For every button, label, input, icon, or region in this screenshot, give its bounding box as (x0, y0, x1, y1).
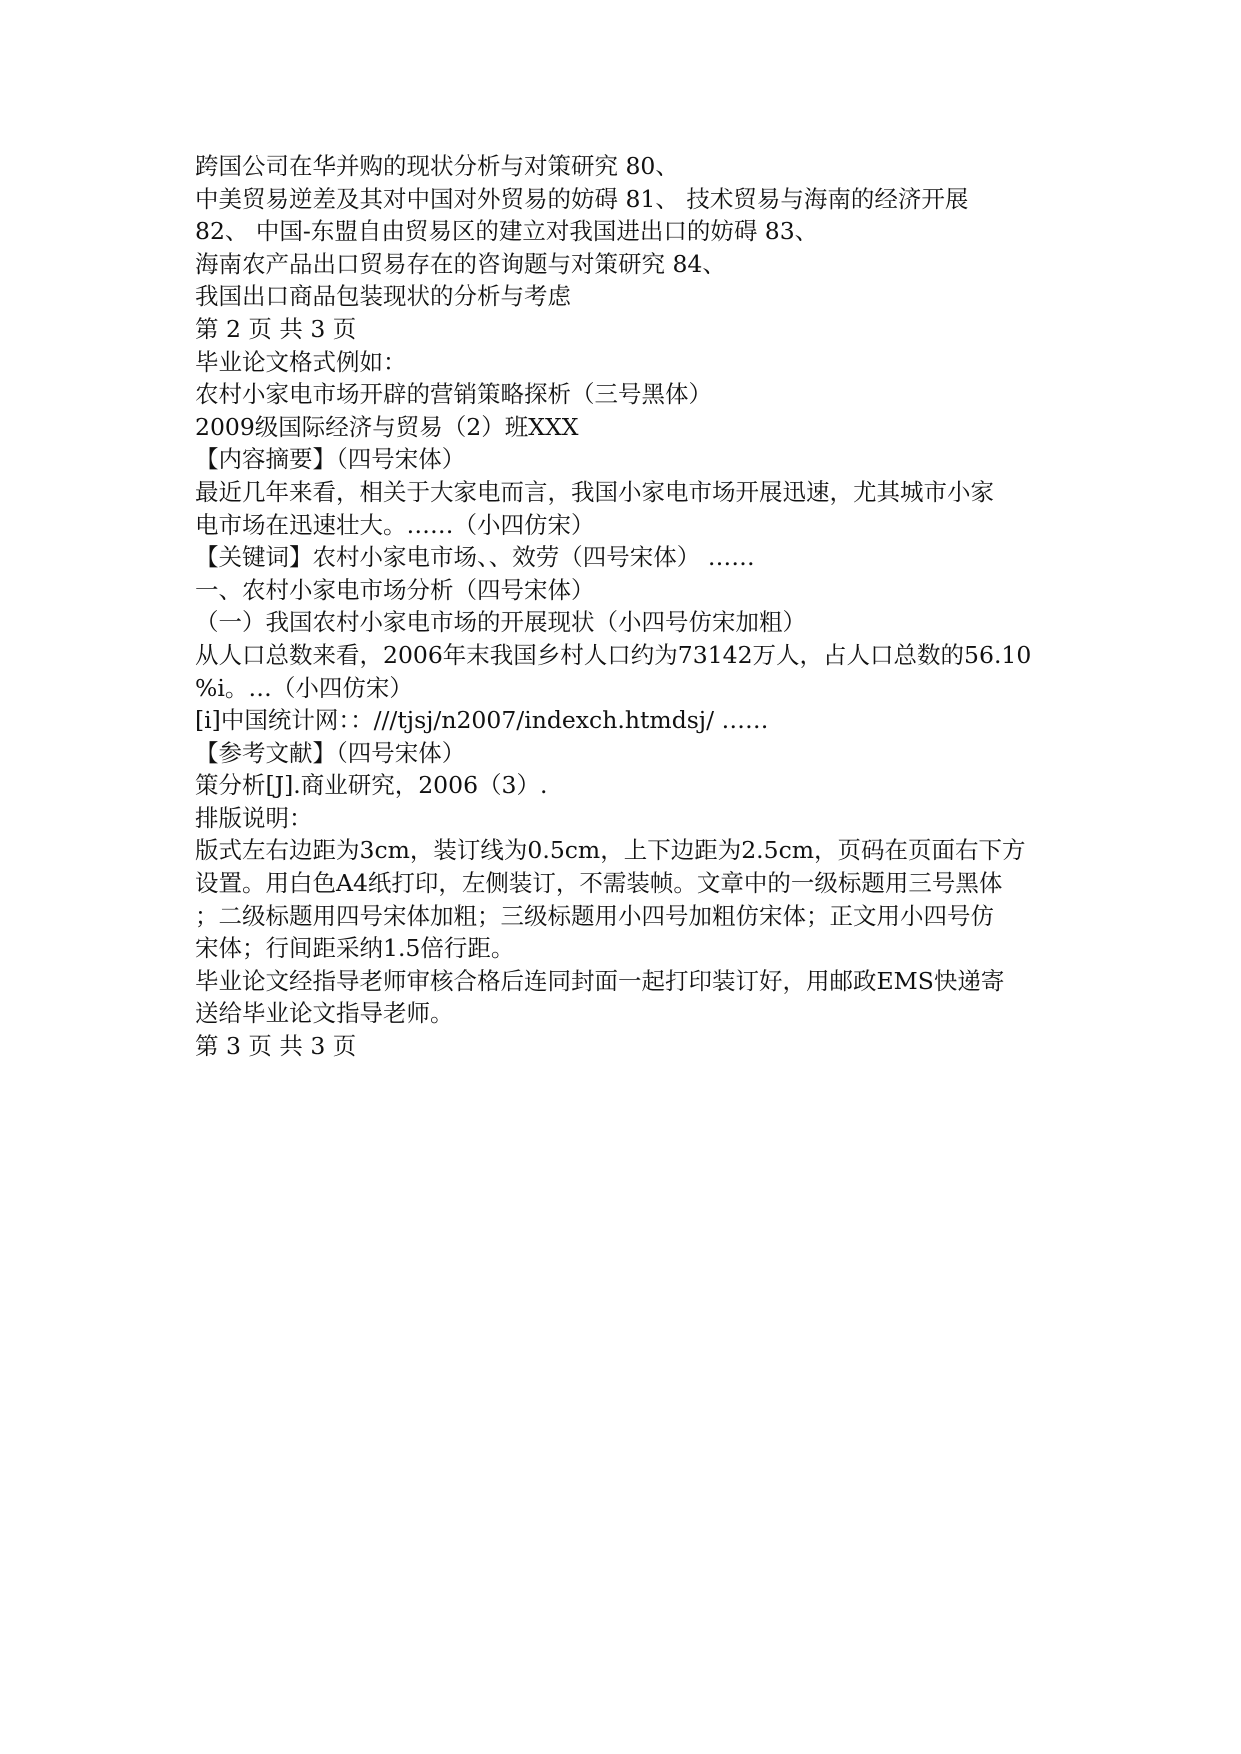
page-number: 第 3 页 共 3 页 (195, 1032, 357, 1061)
text-line: 设置。用白色A4纸打印，左侧装订，不需装帧。文章中的一级标题用三号黑体 (195, 869, 1003, 898)
text-line: 毕业论文格式例如： (195, 347, 407, 376)
example-title: 农村小家电市场开辟的营销策略探析（三号黑体） (195, 380, 712, 409)
example-author: 2009级国际经济与贸易（2）班XXX (195, 412, 579, 441)
text-line: %i。…（小四仿宋） (195, 673, 413, 702)
text-line: 海南农产品出口贸易存在的咨询题与对策研究 84、 (195, 249, 726, 278)
subsection-heading: （一）我国农村小家电市场的开展现状（小四号仿宋加粗） (195, 608, 806, 637)
text-line: 宋体；行间距采纳1.5倍行距。 (195, 934, 515, 963)
document-body (195, 150, 1055, 1063)
footnote-line: [i]中国统计网：：///tjsj/n2007/indexch.htmdsj/ …… (195, 706, 769, 735)
layout-notes-heading: 排版说明： (195, 803, 313, 832)
text-line: 毕业论文经指导老师审核合格后连同封面一起打印装订好，用邮政EMS快递寄 (195, 966, 1005, 995)
references-heading: 【参考文献】（四号宋体） (195, 738, 466, 767)
text-line: 版式左右边距为3cm，装订线为0.5cm，上下边距为2.5cm，页码在页面右下方 (195, 836, 1026, 865)
page-number: 第 2 页 共 3 页 (195, 314, 357, 343)
text-line: 送给毕业论文指导老师。 (195, 999, 454, 1028)
text-line: 最近几年来看，相关于大家电而言，我国小家电市场开展迅速，尤其城市小家 (195, 477, 994, 506)
keywords-line: 【关键词】农村小家电市场、、效劳（四号宋体） …… (195, 543, 755, 572)
text-line: 中美贸易逆差及其对中国对外贸易的妨碍 81、 技术贸易与海南的经济开展 (195, 184, 969, 213)
section-heading: 一、农村小家电市场分析（四号宋体） (195, 575, 595, 604)
text-line: 跨国公司在华并购的现状分析与对策研究 80、 (195, 152, 679, 180)
text-line: ；二级标题用四号宋体加粗；三级标题用小四号加粗仿宋体；正文用小四号仿 (195, 901, 994, 930)
text-line: 电市场在迅速壮大。……（小四仿宋） (195, 510, 595, 539)
text-line: 从人口总数来看，2006年末我国乡村人口约为73142万人，占人口总数的56.10 (195, 640, 1032, 669)
text-line: 我国出口商品包装现状的分析与考虑 (195, 282, 571, 311)
reference-item: 策分析[J].商业研究，2006（3）. (195, 771, 548, 800)
text-line: 82、 中国-东盟自由贸易区的建立对我国进出口的妨碍 83、 (195, 217, 819, 246)
abstract-heading: 【内容摘要】（四号宋体） (195, 445, 466, 474)
